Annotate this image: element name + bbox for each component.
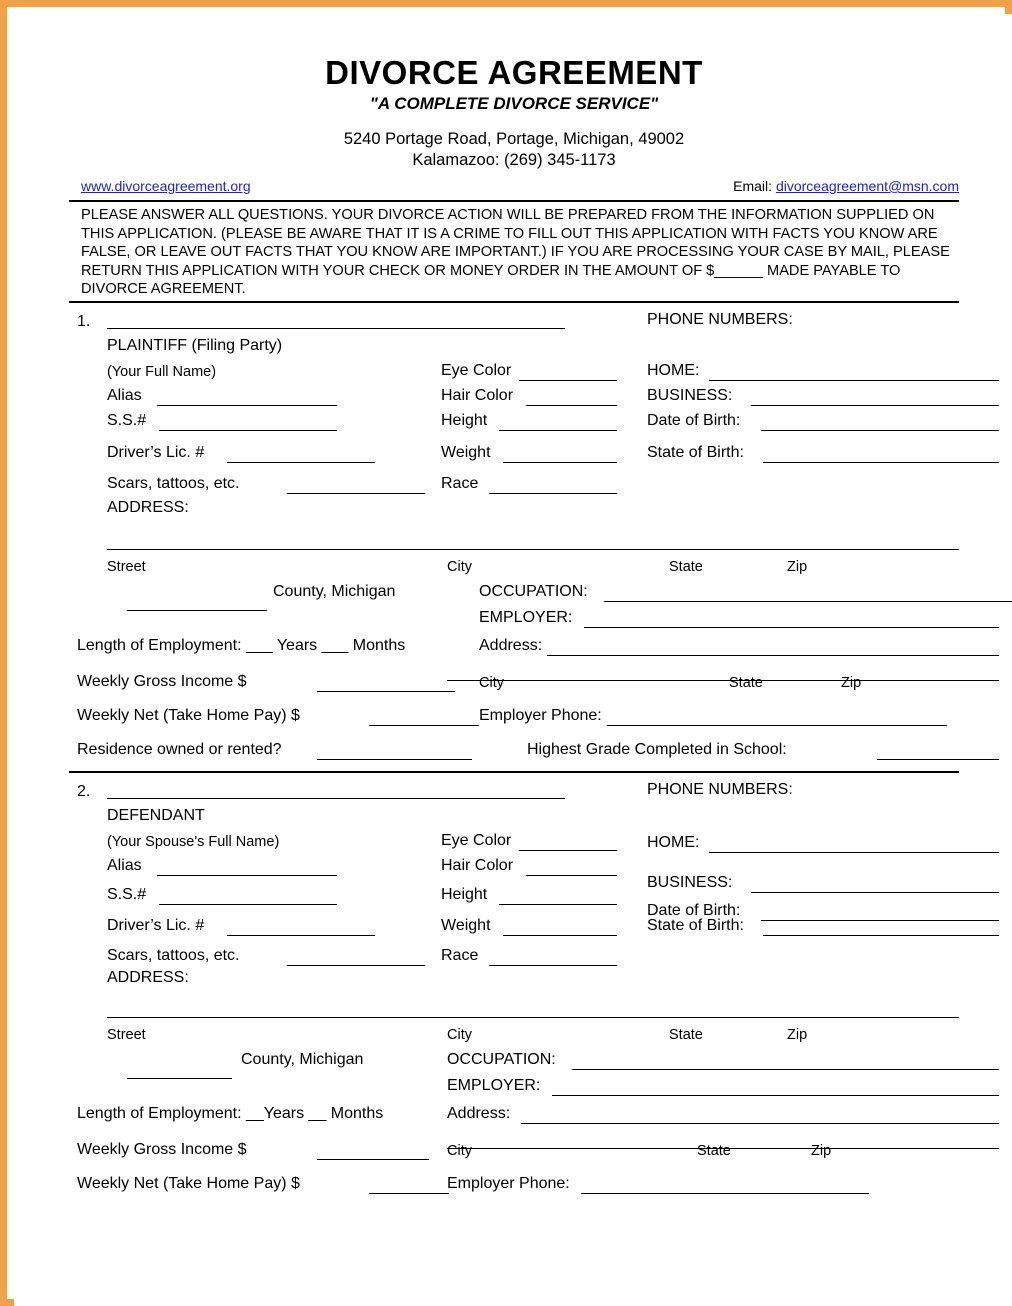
defendant-weight-input[interactable] — [503, 920, 617, 936]
plaintiff-dob-input[interactable] — [761, 415, 999, 431]
defendant-home-label: HOME: — [647, 833, 700, 851]
plaintiff-grade-input[interactable] — [877, 744, 999, 760]
defendant-race-input[interactable] — [489, 950, 617, 966]
plaintiff-row-ssn — [69, 412, 959, 437]
defendant-state-birth-input[interactable] — [763, 920, 999, 936]
plaintiff-row-net — [69, 701, 959, 735]
plaintiff-license-input[interactable] — [227, 447, 375, 463]
defendant-home-input[interactable] — [709, 837, 999, 853]
plaintiff-name-input[interactable] — [107, 313, 565, 329]
plaintiff-hair-color-input[interactable] — [526, 390, 617, 406]
plaintiff-row-license — [69, 437, 959, 471]
defendant-employment-length-label: Length of Employment: __Years __ Months — [77, 1104, 384, 1122]
defendant-hair-color-label: Hair Color — [441, 856, 514, 874]
plaintiff-employer-label: EMPLOYER: — [479, 608, 573, 626]
defendant-scars-input[interactable] — [287, 950, 425, 966]
plaintiff-height-input[interactable] — [499, 415, 617, 431]
defendant-address-label: ADDRESS: — [107, 968, 189, 986]
plaintiff-row-employer — [69, 609, 959, 631]
plaintiff-alias-input[interactable] — [157, 390, 337, 406]
plaintiff-height-label: Height — [441, 411, 488, 429]
plaintiff-dob-label: Date of Birth: — [647, 411, 741, 429]
page-subtitle: "A COMPLETE DIVORCE SERVICE" — [369, 94, 659, 113]
defendant-number: 2. — [77, 782, 91, 800]
plaintiff-row-alias — [69, 387, 959, 412]
defendant-name-input[interactable] — [107, 783, 565, 799]
legend-zip-employer: Zip — [841, 674, 862, 691]
plaintiff-occupation-label: OCCUPATION: — [479, 582, 588, 600]
document-body — [69, 54, 959, 1203]
plaintiff-residence-input[interactable] — [317, 744, 472, 760]
plaintiff-occupation-input[interactable] — [604, 586, 1012, 602]
plaintiff-name-hint: (Your Full Name) — [107, 363, 217, 380]
plaintiff-weekly-net-label: Weekly Net (Take Home Pay) $ — [77, 706, 300, 724]
plaintiff-scars-label: Scars, tattoos, etc. — [107, 474, 240, 492]
plaintiff-employer-address-label: Address: — [479, 636, 543, 654]
plaintiff-row-scars — [69, 471, 959, 499]
defendant-employer-phone-label: Employer Phone: — [447, 1174, 570, 1192]
defendant-row-net — [69, 1169, 959, 1203]
defendant-role-row — [69, 807, 959, 832]
defendant-alias-label: Alias — [107, 856, 142, 874]
website-link[interactable]: www.divorceagreement.org — [81, 178, 251, 194]
defendant-address-legend — [69, 1027, 959, 1049]
plaintiff-row-employment-length — [69, 631, 959, 667]
plaintiff-role-label: PLAINTIFF (Filing Party) — [107, 336, 283, 354]
plaintiff-weight-label: Weight — [441, 443, 491, 461]
defendant-weekly-gross-input[interactable] — [317, 1144, 429, 1160]
defendant-ssn-label: S.S.# — [107, 885, 147, 903]
defendant-weekly-gross-label: Weekly Gross Income $ — [77, 1140, 247, 1158]
plaintiff-residence-label: Residence owned or rented? — [77, 740, 282, 758]
defendant-alias-input[interactable] — [157, 860, 337, 876]
defendant-weekly-net-input[interactable] — [369, 1178, 449, 1194]
plaintiff-eye-color-input[interactable] — [519, 365, 617, 381]
plaintiff-grade-label: Highest Grade Completed in School: — [527, 740, 787, 758]
plaintiff-row-county — [69, 581, 959, 609]
plaintiff-weight-input[interactable] — [503, 447, 617, 463]
page-title: DIVORCE AGREEMENT — [325, 54, 703, 91]
plaintiff-address-label: ADDRESS: — [107, 498, 189, 516]
legend-zip: Zip — [787, 558, 808, 575]
legend-city: City — [447, 558, 472, 575]
plaintiff-state-birth-label: State of Birth: — [647, 443, 744, 461]
defendant-eye-color-input[interactable] — [519, 835, 617, 851]
defendant-row-county — [69, 1049, 959, 1077]
plaintiff-hair-color-label: Hair Color — [441, 386, 514, 404]
defendant-row-ssn — [69, 873, 959, 919]
legend-state: State — [669, 558, 703, 575]
plaintiff-row-residence — [69, 735, 959, 765]
defendant-employer-address-label: Address: — [447, 1104, 511, 1122]
defendant-employer-address-input[interactable] — [521, 1108, 999, 1124]
plaintiff-business-input[interactable] — [751, 390, 999, 406]
legend-city-employer-2: City — [447, 1142, 472, 1159]
defendant-height-label: Height — [441, 885, 488, 903]
legend-street-2: Street — [107, 1026, 146, 1043]
defendant-name-hint: (Your Spouse's Full Name) — [107, 833, 280, 850]
plaintiff-employer-phone-label: Employer Phone: — [479, 706, 602, 724]
legend-state-employer-2: State — [697, 1142, 731, 1159]
defendant-scars-label: Scars, tattoos, etc. — [107, 946, 240, 964]
plaintiff-license-label: Driver’s Lic. # — [107, 443, 205, 461]
defendant-address-input[interactable] — [107, 1017, 959, 1018]
defendant-employer-phone-input[interactable] — [581, 1178, 869, 1194]
legend-city-employer: City — [479, 674, 504, 691]
plaintiff-row-gross — [69, 667, 959, 701]
defendant-row-address — [69, 969, 959, 1027]
plaintiff-alias-label: Alias — [107, 386, 142, 404]
plaintiff-number: 1. — [77, 312, 91, 330]
plaintiff-address-input[interactable] — [107, 549, 959, 550]
plaintiff-row-eye — [69, 362, 959, 387]
plaintiff-scars-input[interactable] — [287, 478, 425, 494]
office-address: 5240 Portage Road, Portage, Michigan, 49002 — [343, 130, 685, 148]
plaintiff-role-row — [69, 337, 959, 362]
legend-state-employer: State — [729, 674, 763, 691]
plaintiff-weekly-gross-input[interactable] — [317, 676, 455, 692]
defendant-row-gross — [69, 1135, 959, 1169]
plaintiff-employment-length-label: Length of Employment: ___ Years ___ Months — [77, 636, 406, 654]
plaintiff-state-birth-input[interactable] — [763, 447, 999, 463]
instructions-text: PLEASE ANSWER ALL QUESTIONS. YOUR DIVORCE ACTION WILL BE PREPARED FROM THE INFORMATION SUPPLIED ON THIS APPLICATION. (PLEASE BE AWARE THAT IT IS A CRIME TO FILL OUT THIS APPLICATION WITH FACTS YOU KNOW ARE FALSE, OR LEAVE OUT FACTS THAT YOU KNOW ARE IMPORTANT.) IF YOU ARE PROCESSING YOUR CASE BY MAIL, PLEASE RETURN THIS APPLICATION WITH YOUR CHECK OR MONEY ORDER IN THE AMOUNT OF $______ MADE PAYABLE TO DIVORCE AGREEMENT. — [81, 207, 950, 297]
plaintiff-employer-address-input[interactable] — [547, 640, 999, 656]
plaintiff-employer-input[interactable] — [584, 612, 999, 628]
plaintiff-employer-phone-input[interactable] — [607, 710, 947, 726]
plaintiff-business-label: BUSINESS: — [647, 386, 733, 404]
plaintiff-row-address — [69, 499, 959, 559]
defendant-row-employment-length — [69, 1099, 959, 1135]
email-label: Email: — [733, 178, 776, 194]
defendant-weight-label: Weight — [441, 916, 491, 934]
legend-street: Street — [107, 558, 146, 575]
defendant-role-label: DEFENDANT — [107, 806, 205, 824]
defendant-county-label: County, Michigan — [241, 1050, 364, 1068]
defendant-employer-label: EMPLOYER: — [447, 1076, 541, 1094]
legend-city-2: City — [447, 1026, 472, 1043]
email-link[interactable]: divorceagreement@msn.com — [775, 178, 959, 194]
defendant-license-label: Driver’s Lic. # — [107, 916, 205, 934]
header-divider — [69, 200, 959, 202]
defendant-phone-header: PHONE NUMBERS: — [647, 780, 793, 798]
plaintiff-home-input[interactable] — [709, 365, 999, 381]
plaintiff-name-row — [69, 309, 959, 337]
legend-zip-employer-2: Zip — [811, 1142, 832, 1159]
defendant-weekly-net-label: Weekly Net (Take Home Pay) $ — [77, 1174, 300, 1192]
section-divider — [69, 771, 959, 773]
plaintiff-county-label: County, Michigan — [273, 582, 396, 600]
contact-row — [69, 178, 959, 198]
legend-state-2: State — [669, 1026, 703, 1043]
defendant-employer-input[interactable] — [552, 1080, 999, 1096]
email-block — [733, 178, 959, 194]
defendant-occupation-input[interactable] — [572, 1054, 999, 1070]
defendant-hair-color-input[interactable] — [526, 860, 617, 876]
defendant-row-license — [69, 907, 959, 943]
plaintiff-race-label: Race — [441, 474, 479, 492]
plaintiff-home-label: HOME: — [647, 361, 700, 379]
office-phone: Kalamazoo: (269) 345-1173 — [412, 151, 616, 169]
plaintiff-section — [69, 309, 959, 773]
defendant-business-label: BUSINESS: — [647, 873, 733, 891]
defendant-row-eye — [69, 832, 959, 857]
defendant-eye-color-label: Eye Color — [441, 831, 512, 849]
plaintiff-phone-header: PHONE NUMBERS: — [647, 310, 793, 328]
plaintiff-eye-color-label: Eye Color — [441, 361, 512, 379]
plaintiff-weekly-gross-label: Weekly Gross Income $ — [77, 672, 247, 690]
defendant-license-input[interactable] — [227, 920, 375, 936]
defendant-ssn-input[interactable] — [159, 889, 337, 905]
defendant-race-label: Race — [441, 946, 479, 964]
defendant-state-birth-label: State of Birth: — [647, 916, 744, 934]
plaintiff-race-input[interactable] — [489, 478, 617, 494]
defendant-section — [69, 779, 959, 1203]
plaintiff-ssn-input[interactable] — [159, 415, 337, 431]
defendant-name-row — [69, 779, 959, 807]
legend-zip-2: Zip — [787, 1026, 808, 1043]
defendant-row-scars — [69, 943, 959, 969]
defendant-height-input[interactable] — [499, 889, 617, 905]
defendant-dob-label: Date of Birth: — [647, 901, 741, 919]
plaintiff-ssn-label: S.S.# — [107, 411, 147, 429]
instructions-divider — [69, 301, 959, 303]
plaintiff-weekly-net-input[interactable] — [369, 710, 479, 726]
defendant-occupation-label: OCCUPATION: — [447, 1050, 556, 1068]
defendant-business-input[interactable] — [751, 877, 999, 893]
plaintiff-address-legend — [69, 559, 959, 581]
document-sheet — [14, 14, 1012, 1306]
defendant-row-employer — [69, 1077, 959, 1099]
